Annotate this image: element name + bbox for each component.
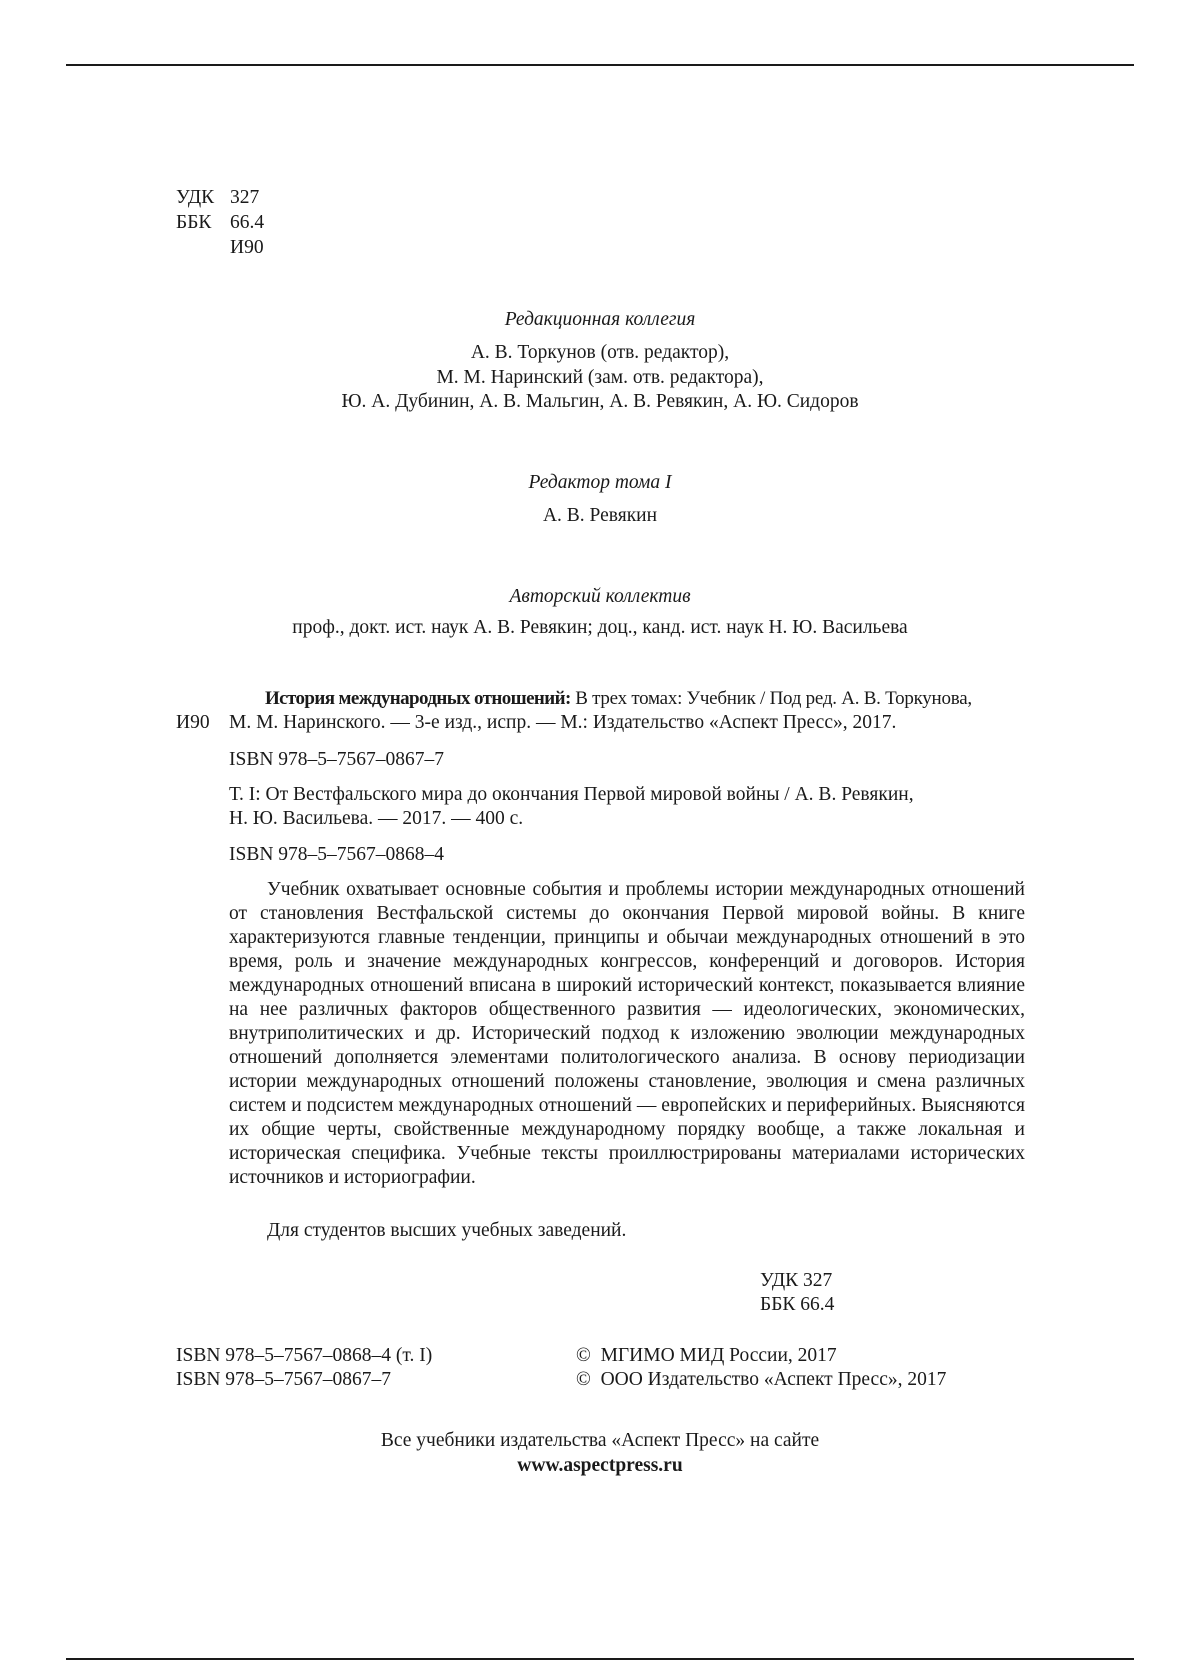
bbk-label: ББК: [176, 212, 212, 233]
bib-line-2: М. М. Наринского. — 3-е изд., испр. — М.: Издательство «Аспект Пресс», 2017.: [229, 712, 897, 733]
bib-volume-line-2: Н. Ю. Васильева. — 2017. — 400 с.: [229, 808, 524, 829]
authors-heading: Авторский коллектив: [509, 586, 691, 607]
editorial-board-line-2: М. М. Наринский (зам. отв. редактора),: [436, 367, 764, 388]
copyright-isbn-1: ISBN 978–5–7567–0868–4 (т. I): [176, 1345, 433, 1366]
bib-isbn-set: ISBN 978–5–7567–0867–7: [229, 749, 445, 770]
volume-editor-heading: Редактор тома I: [528, 472, 672, 493]
copyright-isbn-2: ISBN 978–5–7567–0867–7: [176, 1369, 392, 1390]
bottom-udk: УДК 327: [760, 1270, 833, 1291]
top-rule: [66, 64, 1134, 66]
bib-isbn-volume: ISBN 978–5–7567–0868–4: [229, 844, 445, 865]
abstract-text: Учебник охватывает основные события и проблемы истории международных отношений от становления Вестфальской системы до окончания Первой мировой войны. В книге характеризуются главные тенденции, принципы и обычаи международных отношений в это время, роль и значение международных конгрессов, конференций и договоров. История международных отношений вписана в широкий исторический контекст, показывается влияние на нее различных факторов общественного развития — идеологических, экономических, внутриполитических и др. Исторический подход к изложению эволюции международных отношений дополняется элементами политологического анализа. В основу периодизации истории международных отношений положены становление, эволюция и смена различных систем и подсистем международных отношений — европейских и периферийных. Выясняются их общие черты, свойственные международному порядку вообще, а также локальная и историческая специфика. Учебные тексты проиллюстрированы материалами исторических источников и историографии.: [229, 879, 1025, 1188]
authors-line: проф., докт. ист. наук А. В. Ревякин; доц., канд. ист. наук Н. Ю. Васильева: [292, 617, 908, 638]
bbk-value: 66.4: [230, 212, 265, 233]
udk-value: 327: [230, 187, 260, 208]
volume-editor-name: А. В. Ревякин: [542, 505, 658, 526]
bib-line-1-rest: В трех томах: Учебник / Под ред. А. В. Торкунова,: [570, 688, 972, 709]
editorial-board-line-1: А. В. Торкунов (отв. редактор),: [470, 342, 730, 363]
copyright-line-2: © ООО Издательство «Аспект Пресс», 2017: [576, 1369, 947, 1390]
author-mark: И90: [230, 237, 264, 258]
bib-line-1: [265, 687, 972, 711]
editorial-board-line-3: Ю. А. Дубинин, А. В. Мальгин, А. В. Ревякин, А. Ю. Сидоров: [341, 391, 859, 412]
udk-code: [176, 186, 259, 210]
copyright-line-1: © МГИМО МИД России, 2017: [576, 1345, 837, 1366]
bib-index-mark: И90: [176, 712, 210, 733]
bib-volume-line-1: Т. I: От Вестфальского мира до окончания Первой мировой войны / А. В. Ревякин,: [229, 784, 914, 805]
editorial-board-heading: Редакционная коллегия: [504, 309, 696, 330]
bib-title: История международных отношений:: [265, 688, 571, 709]
abstract-audience: Для студентов высших учебных заведений.: [267, 1220, 627, 1241]
udk-label: УДК: [176, 187, 215, 208]
abstract-paragraph: [229, 878, 1025, 1190]
bottom-bbk: ББК 66.4: [760, 1294, 835, 1315]
footer-line: Все учебники издательства «Аспект Пресс» на сайте: [380, 1430, 820, 1451]
footer-url[interactable]: www.aspectpress.ru: [517, 1455, 683, 1476]
bottom-rule: [66, 1658, 1134, 1660]
bbk-code: [176, 211, 264, 235]
